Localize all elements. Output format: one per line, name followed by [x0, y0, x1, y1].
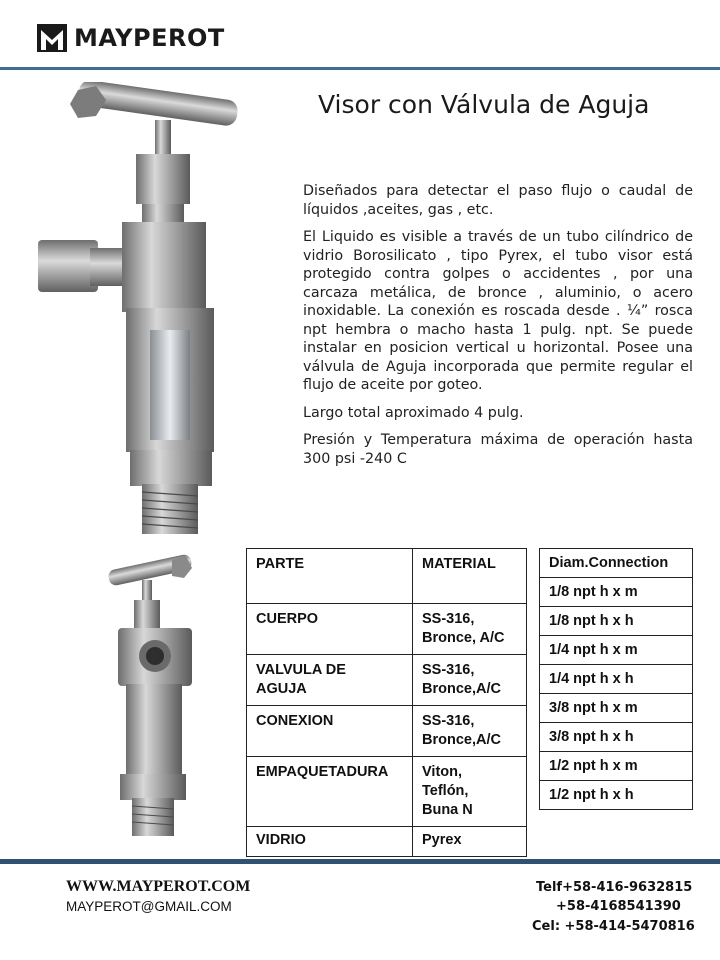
material-cell: SS-316, Bronce,A/C [413, 706, 527, 757]
brand-logo[interactable] [36, 22, 225, 54]
table-row [540, 665, 693, 694]
table-row [247, 706, 527, 757]
material-cell: SS-316, Bronce,A/C [413, 655, 527, 706]
connection-cell: 3/8 npt h x h [540, 723, 693, 752]
table-row [540, 636, 693, 665]
table-row [540, 781, 693, 810]
product-description [303, 182, 693, 477]
connection-cell: 3/8 npt h x m [540, 694, 693, 723]
connection-cell: 1/8 npt h x m [540, 578, 693, 607]
website-link[interactable]: WWW.MAYPEROT.COM [66, 878, 251, 895]
part-cell: VALVULA DE AGUJA [247, 655, 413, 706]
sight-glass-valve-photo [30, 82, 250, 540]
footer-divider [0, 859, 720, 864]
table-row [540, 752, 693, 781]
connection-cell: 1/2 npt h x m [540, 752, 693, 781]
material-cell: Viton, Teflón, Buna N [413, 757, 527, 827]
description-paragraph: Diseñados para detectar el paso flujo o caudal de líquidos ,aceites, gas , etc. [303, 183, 693, 218]
phone-number: Telf+58-416-9632815 [536, 880, 693, 895]
mayperot-logo-icon [36, 22, 68, 54]
description-paragraph: El Liquido es visible a través de un tubo cilíndrico de vidrio Borosilicato , tipo Pyrex, el tubo visor está protegido contra golpes o accidentes , por una carcaza metálica, de bronce , aluminio, o acero inoxidable. La conexión es roscada desde . ¼” rosca npt hembra o macho hasta 1 pulg. npt. Se puede instalar en posicion vertical u horizontal. Posee una válvula de Aguja incorporada que permite regular el flujo de aceite por goteo. [303, 229, 693, 393]
material-cell: SS-316, Bronce, A/C [413, 604, 527, 655]
header [0, 0, 720, 68]
connection-cell: 1/4 npt h x m [540, 636, 693, 665]
table-row [540, 578, 693, 607]
table-row [540, 694, 693, 723]
table-header-row [247, 549, 527, 604]
description-paragraph: Largo total aproximado 4 pulg. [303, 404, 524, 421]
table-row [247, 757, 527, 827]
table-row [247, 604, 527, 655]
header-cell: MATERIAL [413, 549, 527, 604]
brand-name: MAYPEROT [74, 24, 225, 52]
header-cell: Diam.Connection [540, 549, 693, 578]
connection-cell: 1/8 npt h x h [540, 607, 693, 636]
description-paragraph: Presión y Temperatura máxima de operación hasta 300 psi -240 C [303, 432, 693, 467]
connection-cell: 1/2 npt h x h [540, 781, 693, 810]
email-link[interactable]: MAYPEROT@GMAIL.COM [66, 899, 232, 914]
header-divider [0, 67, 720, 70]
part-cell: CUERPO [247, 604, 413, 655]
part-cell: VIDRIO [247, 827, 413, 857]
page-title: Visor con Válvula de Aguja [318, 90, 650, 119]
header-cell: PARTE [247, 549, 413, 604]
table-row [540, 723, 693, 752]
part-cell: CONEXION [247, 706, 413, 757]
table-row [247, 655, 527, 706]
table-header-row [540, 549, 693, 578]
parts-materials-table [246, 548, 527, 857]
part-cell: EMPAQUETADURA [247, 757, 413, 827]
phone-number: Cel: +58-414-5470816 [532, 919, 695, 934]
sight-glass-valve-photo-small [100, 552, 210, 842]
table-row [247, 827, 527, 857]
material-cell: Pyrex [413, 827, 527, 857]
connection-sizes-table [539, 548, 693, 810]
phone-number: +58-4168541390 [556, 899, 681, 914]
table-row [540, 607, 693, 636]
connection-cell: 1/4 npt h x h [540, 665, 693, 694]
